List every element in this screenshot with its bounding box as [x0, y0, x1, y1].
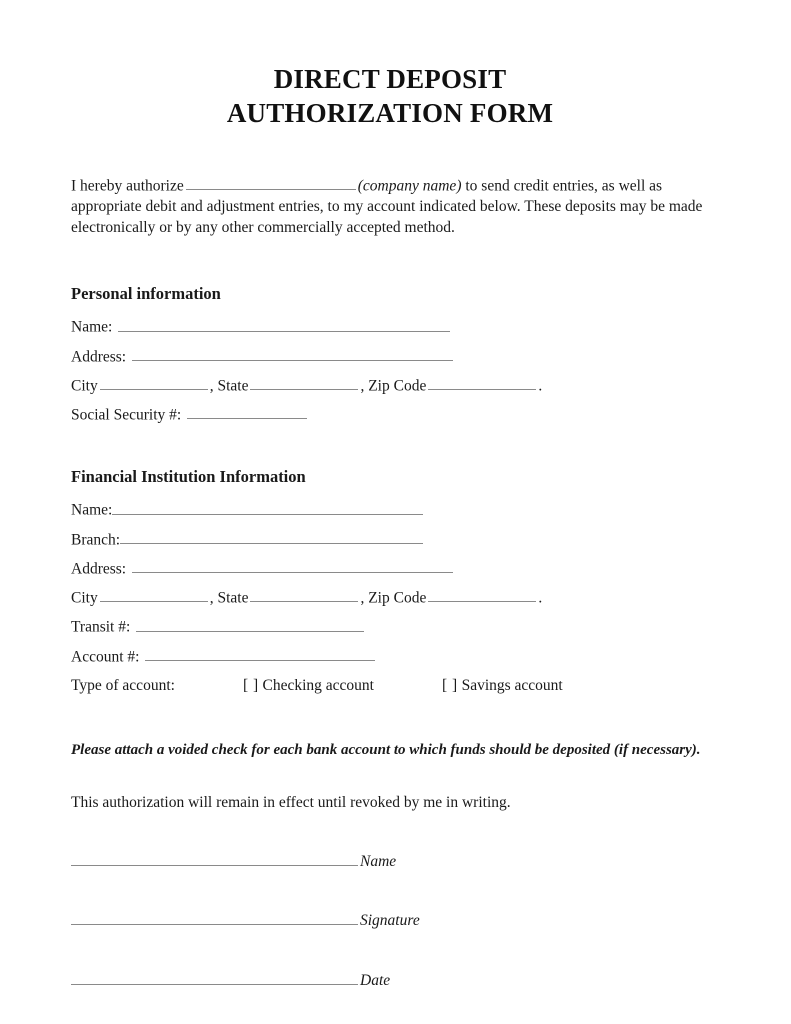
bank-branch-input[interactable] — [120, 529, 423, 544]
savings-account-checkbox[interactable]: [ ] — [442, 676, 458, 694]
savings-account-label: Savings account — [461, 676, 563, 694]
personal-name-row — [71, 316, 709, 337]
bank-branch-row — [71, 529, 709, 550]
bank-name-input[interactable] — [112, 499, 423, 514]
intro-text-before: I hereby authorize — [71, 177, 184, 195]
personal-state-input[interactable] — [250, 375, 358, 390]
bank-zip-label: , Zip Code — [360, 589, 427, 607]
bank-city-row-terminator: . — [538, 589, 543, 607]
authorization-duration-note: This authorization will remain in effect until revoked by me in writing. — [71, 793, 511, 811]
document-body — [71, 0, 709, 991]
bank-state-input[interactable] — [250, 587, 358, 602]
personal-city-input[interactable] — [100, 375, 208, 390]
personal-zip-input[interactable] — [428, 375, 536, 390]
signature-signature-input[interactable] — [71, 910, 358, 925]
signature-name-input[interactable] — [71, 851, 358, 866]
bank-state-label: , State — [209, 589, 249, 607]
personal-address-row — [71, 346, 709, 367]
checking-account-checkbox[interactable]: [ ] — [242, 676, 259, 694]
signature-date-input[interactable] — [71, 969, 358, 984]
signature-block — [71, 851, 709, 991]
signature-signature-label: Signature — [360, 912, 420, 930]
company-name-input[interactable] — [186, 175, 356, 190]
bank-name-row — [71, 499, 709, 520]
social-security-input[interactable] — [187, 404, 307, 419]
personal-address-label: Address: — [71, 347, 127, 365]
signature-date-row — [71, 969, 709, 990]
signature-date-label: Date — [360, 971, 391, 989]
personal-name-label: Name: — [71, 318, 113, 336]
company-name-hint: (company name) — [357, 177, 462, 195]
social-security-row — [71, 404, 709, 425]
signature-name-label: Name — [360, 853, 397, 870]
bank-city-input[interactable] — [100, 587, 208, 602]
account-number-label: Account #: — [71, 647, 140, 665]
financial-institution-heading: Financial Institution Information — [71, 467, 306, 487]
page-title — [71, 62, 709, 130]
bank-branch-label: Branch: — [71, 530, 121, 548]
bank-address-label: Address: — [71, 560, 127, 577]
title-line-1: DIRECT DEPOSIT — [273, 64, 507, 94]
personal-state-label: , State — [209, 377, 249, 394]
bank-city-state-zip-row — [71, 587, 709, 608]
personal-name-input[interactable] — [118, 316, 450, 331]
personal-information-heading: Personal information — [71, 284, 221, 304]
personal-city-row-terminator: . — [538, 377, 543, 394]
account-number-input[interactable] — [145, 646, 375, 661]
social-security-label: Social Security #: — [71, 406, 182, 424]
transit-number-label: Transit #: — [71, 618, 131, 636]
personal-address-input[interactable] — [132, 346, 453, 361]
account-number-row — [71, 646, 709, 667]
voided-check-note: Please attach a voided check for each bank account to which funds should be deposited (if necessary). — [71, 741, 701, 758]
transit-number-input[interactable] — [136, 616, 364, 631]
authorization-paragraph — [71, 175, 709, 238]
transit-number-row — [71, 616, 709, 637]
personal-city-state-zip-row — [71, 375, 709, 396]
bank-zip-input[interactable] — [428, 587, 536, 602]
account-type-row — [71, 676, 709, 696]
bank-address-input[interactable] — [132, 558, 453, 573]
intro-text-after: to send credit entries, as well as appropriate debit and adjustment entries, to my account indicated below. These deposits may be made electronically or by any other commercially accepted method. — [71, 177, 703, 237]
bank-city-label: City — [71, 589, 98, 607]
bank-name-label: Name: — [71, 501, 113, 519]
signature-signature-row — [71, 910, 709, 931]
bank-address-row — [71, 558, 709, 579]
personal-zip-label: , Zip Code — [360, 377, 427, 394]
account-type-label: Type of account: — [71, 676, 175, 694]
personal-city-label: City — [71, 377, 98, 394]
signature-name-row — [71, 851, 709, 872]
title-line-2: AUTHORIZATION FORM — [226, 98, 554, 128]
checking-account-label: Checking account — [262, 676, 374, 694]
